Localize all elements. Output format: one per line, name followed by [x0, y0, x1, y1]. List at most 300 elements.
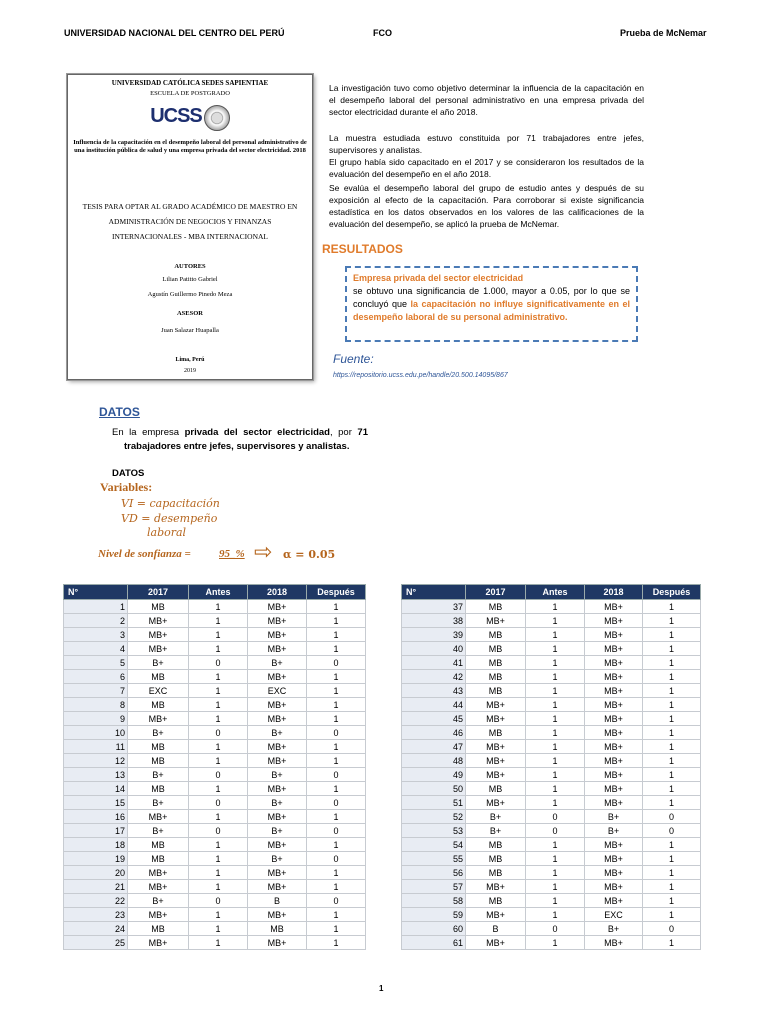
row-number-cell: 56	[402, 866, 466, 880]
despues-cell: 1	[307, 810, 366, 824]
table-row	[64, 796, 366, 810]
year-2018-cell: MB+	[585, 600, 643, 614]
despues-cell: 0	[307, 726, 366, 740]
antes-cell: 1	[526, 740, 585, 754]
table-row	[64, 614, 366, 628]
year-2017-cell: MB+	[466, 936, 526, 950]
paragraph-sample: La muestra estudiada estuvo constituida por 71 trabajadores entre jefes, supervisores y analistas.	[329, 133, 644, 155]
table-row	[64, 712, 366, 726]
despues-cell: 1	[307, 754, 366, 768]
source-link[interactable]: https://repositorio.ucss.edu.pe/handle/20.500.14095/867	[333, 372, 508, 379]
intro-line-1	[112, 426, 368, 440]
despues-cell: 1	[643, 838, 701, 852]
year-2017-cell: MB+	[128, 810, 189, 824]
table-row	[64, 726, 366, 740]
col-header-n: N°	[64, 585, 128, 600]
year-2018-cell: MB+	[248, 712, 307, 726]
despues-cell: 1	[643, 656, 701, 670]
despues-cell: 1	[307, 866, 366, 880]
antes-cell: 0	[189, 656, 248, 670]
year-2018-cell: MB+	[585, 838, 643, 852]
row-number-cell: 14	[64, 782, 128, 796]
despues-cell: 1	[307, 628, 366, 642]
table-row	[402, 768, 701, 782]
row-number-cell: 54	[402, 838, 466, 852]
year-2018-cell: MB+	[248, 614, 307, 628]
confidence-label: Nivel de sonfianza =	[98, 548, 191, 560]
despues-cell: 1	[307, 936, 366, 950]
table-row	[402, 866, 701, 880]
year-2017-cell: MB+	[466, 768, 526, 782]
antes-cell: 0	[189, 768, 248, 782]
despues-cell: 1	[643, 614, 701, 628]
year-2018-cell: MB+	[585, 782, 643, 796]
antes-cell: 1	[189, 712, 248, 726]
antes-cell: 0	[189, 894, 248, 908]
col-header-2017: 2017	[128, 585, 189, 600]
year-2017-cell: MB	[128, 740, 189, 754]
table-row	[64, 628, 366, 642]
table-row	[64, 642, 366, 656]
row-number-cell: 4	[64, 642, 128, 656]
year-2018-cell: MB+	[585, 726, 643, 740]
var-vd-line1: VD = desempeño	[121, 512, 218, 525]
year-2018-cell: MB+	[585, 768, 643, 782]
col-header-2018: 2018	[248, 585, 307, 600]
table-row	[402, 628, 701, 642]
year-2017-cell: MB+	[128, 880, 189, 894]
datos-intro	[112, 426, 368, 454]
year-2018-cell: MB+	[585, 614, 643, 628]
despues-cell: 1	[643, 866, 701, 880]
year-2018-cell: MB+	[248, 642, 307, 656]
row-number-cell: 40	[402, 642, 466, 656]
row-number-cell: 46	[402, 726, 466, 740]
year-2017-cell: MB+	[128, 642, 189, 656]
year-2017-cell: MB	[128, 600, 189, 614]
row-number-cell: 8	[64, 698, 128, 712]
antes-cell: 1	[526, 936, 585, 950]
despues-cell: 1	[643, 642, 701, 656]
row-number-cell: 20	[64, 866, 128, 880]
paragraph-training: El grupo había sido capacitado en el 2017 y se consideraron los resultados de la evaluación del desempeño en el año 2018.	[329, 157, 644, 179]
row-number-cell: 6	[64, 670, 128, 684]
antes-cell: 1	[189, 936, 248, 950]
year-2017-cell: MB	[128, 754, 189, 768]
table-row	[64, 824, 366, 838]
cover-year: 2019	[184, 368, 196, 374]
year-2017-cell: MB	[466, 726, 526, 740]
table-row	[64, 922, 366, 936]
despues-cell: 1	[643, 754, 701, 768]
year-2017-cell: MB+	[466, 796, 526, 810]
year-2018-cell: MB+	[585, 628, 643, 642]
var-vd-line2: laboral	[147, 526, 187, 539]
despues-cell: 1	[643, 670, 701, 684]
despues-cell: 1	[307, 600, 366, 614]
year-2018-cell: MB+	[248, 740, 307, 754]
year-2017-cell: MB+	[128, 628, 189, 642]
table-row	[402, 684, 701, 698]
table-row	[64, 670, 366, 684]
despues-cell: 1	[643, 852, 701, 866]
table-row	[402, 726, 701, 740]
antes-cell: 0	[526, 922, 585, 936]
logo-text: UCSS	[150, 105, 202, 127]
row-number-cell: 5	[64, 656, 128, 670]
row-number-cell: 50	[402, 782, 466, 796]
year-2017-cell: MB	[466, 866, 526, 880]
antes-cell: 0	[526, 824, 585, 838]
page-number: 1	[379, 984, 384, 993]
year-2017-cell: MB	[128, 852, 189, 866]
table-row	[64, 754, 366, 768]
antes-cell: 1	[526, 754, 585, 768]
year-2017-cell: EXC	[128, 684, 189, 698]
year-2018-cell: MB+	[585, 670, 643, 684]
row-number-cell: 21	[64, 880, 128, 894]
table-row	[402, 740, 701, 754]
confidence-value: 95_%	[219, 548, 245, 560]
year-2018-cell: MB+	[585, 754, 643, 768]
antes-cell: 1	[189, 642, 248, 656]
year-2018-cell: MB+	[248, 936, 307, 950]
despues-cell: 1	[643, 600, 701, 614]
cover-place: Lima, Perú	[175, 357, 205, 363]
paragraph-objective: La investigación tuvo como objetivo determinar la influencia de la capacitación en el desempeño laboral del personal administrativo en una empresa privada del sector electricidad durante el año 2018.	[329, 83, 644, 117]
despues-cell: 0	[307, 852, 366, 866]
year-2018-cell: MB+	[248, 908, 307, 922]
antes-cell: 1	[526, 838, 585, 852]
row-number-cell: 53	[402, 824, 466, 838]
despues-cell: 1	[643, 740, 701, 754]
row-number-cell: 9	[64, 712, 128, 726]
table-row	[402, 880, 701, 894]
year-2018-cell: B+	[248, 796, 307, 810]
antes-cell: 1	[526, 880, 585, 894]
table-row	[64, 866, 366, 880]
year-2018-cell: MB+	[248, 628, 307, 642]
year-2017-cell: MB	[466, 600, 526, 614]
despues-cell: 1	[307, 712, 366, 726]
row-number-cell: 12	[64, 754, 128, 768]
despues-cell: 1	[307, 670, 366, 684]
antes-cell: 1	[526, 866, 585, 880]
table-row	[402, 894, 701, 908]
year-2018-cell: MB+	[585, 894, 643, 908]
antes-cell: 1	[189, 740, 248, 754]
col-header-despues: Después	[307, 585, 366, 600]
despues-cell: 1	[643, 796, 701, 810]
antes-cell: 1	[526, 656, 585, 670]
header-topic: Prueba de McNemar	[620, 28, 707, 38]
results-conclusion: la capacitación no influye significativamente en el desempeño laboral de su personal administrativo.	[353, 299, 630, 322]
row-number-cell: 13	[64, 768, 128, 782]
table-row	[402, 754, 701, 768]
antes-cell: 1	[189, 754, 248, 768]
year-2017-cell: B+	[466, 824, 526, 838]
year-2018-cell: MB+	[248, 670, 307, 684]
antes-cell: 1	[526, 614, 585, 628]
year-2018-cell: MB+	[248, 866, 307, 880]
despues-cell: 1	[643, 894, 701, 908]
table-row	[402, 852, 701, 866]
alpha-value: α = 0.05	[283, 548, 336, 561]
year-2017-cell: MB	[466, 656, 526, 670]
despues-cell: 0	[643, 922, 701, 936]
antes-cell: 1	[526, 628, 585, 642]
row-number-cell: 60	[402, 922, 466, 936]
table-row	[64, 600, 366, 614]
despues-cell: 1	[307, 740, 366, 754]
row-number-cell: 3	[64, 628, 128, 642]
row-number-cell: 37	[402, 600, 466, 614]
year-2018-cell: MB+	[585, 740, 643, 754]
paragraph-evaluation: Se evalúa el desempeño laboral del grupo de estudio antes y después de su exposición al efecto de la capacitación. Para corroborar si existe significancia estadística en los datos observados en los valores de las calificaciones de la evaluación del desempeño, se aplicó la prueba de McNemar.	[329, 183, 644, 229]
antes-cell: 1	[189, 782, 248, 796]
despues-cell: 0	[307, 768, 366, 782]
antes-cell: 1	[189, 614, 248, 628]
year-2018-cell: MB+	[585, 698, 643, 712]
table-row	[64, 810, 366, 824]
year-2018-cell: B+	[585, 810, 643, 824]
antes-cell: 1	[526, 782, 585, 796]
year-2018-cell: B+	[248, 656, 307, 670]
thesis-cover-image	[67, 74, 313, 380]
year-2018-cell: MB+	[248, 880, 307, 894]
despues-cell: 1	[643, 880, 701, 894]
year-2018-cell: MB+	[585, 796, 643, 810]
despues-cell: 1	[307, 880, 366, 894]
antes-cell: 1	[526, 712, 585, 726]
year-2018-cell: MB+	[248, 600, 307, 614]
antes-cell: 1	[189, 810, 248, 824]
row-number-cell: 10	[64, 726, 128, 740]
cover-advisor: Juan Salazar Huapalla	[161, 327, 219, 334]
cover-title: Influencia de la capacitación en el desempeño laboral del personal administrativo de una institución pública de salud y una empresa privada del sector electricidad. 2018	[73, 139, 307, 154]
table-row	[402, 922, 701, 936]
despues-cell: 0	[307, 824, 366, 838]
year-2017-cell: B+	[128, 656, 189, 670]
table-row	[402, 908, 701, 922]
year-2017-cell: MB+	[128, 908, 189, 922]
cover-university: UNIVERSIDAD CATÓLICA SEDES SAPIENTIAE	[111, 79, 269, 87]
antes-cell: 1	[189, 852, 248, 866]
year-2017-cell: MB	[128, 670, 189, 684]
despues-cell: 1	[643, 768, 701, 782]
row-number-cell: 15	[64, 796, 128, 810]
year-2017-cell: MB+	[128, 712, 189, 726]
year-2018-cell: MB+	[585, 866, 643, 880]
year-2017-cell: MB+	[466, 614, 526, 628]
table-row	[402, 936, 701, 950]
antes-cell: 1	[189, 698, 248, 712]
table-row	[64, 880, 366, 894]
col-header-2017: 2017	[466, 585, 526, 600]
year-2017-cell: B	[466, 922, 526, 936]
table-row	[402, 698, 701, 712]
intro-mid: , por	[329, 427, 358, 438]
antes-cell: 1	[526, 642, 585, 656]
row-number-cell: 22	[64, 894, 128, 908]
row-number-cell: 38	[402, 614, 466, 628]
row-number-cell: 2	[64, 614, 128, 628]
table-row	[64, 698, 366, 712]
year-2018-cell: MB+	[585, 880, 643, 894]
year-2017-cell: MB	[466, 894, 526, 908]
antes-cell: 0	[189, 726, 248, 740]
despues-cell: 1	[643, 698, 701, 712]
despues-cell: 1	[307, 838, 366, 852]
despues-cell: 1	[307, 908, 366, 922]
year-2017-cell: MB+	[466, 698, 526, 712]
row-number-cell: 57	[402, 880, 466, 894]
cover-authors-label: AUTORES	[174, 263, 206, 270]
row-number-cell: 58	[402, 894, 466, 908]
table-header-row	[64, 585, 366, 600]
col-header-2018: 2018	[585, 585, 643, 600]
row-number-cell: 61	[402, 936, 466, 950]
year-2017-cell: MB	[466, 628, 526, 642]
row-number-cell: 11	[64, 740, 128, 754]
table-row	[64, 852, 366, 866]
var-vi: VI = capacitación	[121, 497, 220, 510]
despues-cell: 0	[307, 894, 366, 908]
year-2018-cell: EXC	[248, 684, 307, 698]
results-box-text	[353, 285, 630, 324]
antes-cell: 1	[189, 684, 248, 698]
year-2018-cell: B+	[248, 768, 307, 782]
antes-cell: 1	[526, 852, 585, 866]
antes-cell: 1	[526, 908, 585, 922]
row-number-cell: 59	[402, 908, 466, 922]
year-2017-cell: MB+	[466, 754, 526, 768]
table-row	[402, 838, 701, 852]
antes-cell: 0	[189, 824, 248, 838]
row-number-cell: 42	[402, 670, 466, 684]
despues-cell: 1	[307, 922, 366, 936]
cover-school: ESCUELA DE POSTGRADO	[150, 90, 230, 97]
row-number-cell: 23	[64, 908, 128, 922]
year-2017-cell: MB+	[466, 740, 526, 754]
table-row	[402, 810, 701, 824]
year-2017-cell: MB	[128, 922, 189, 936]
year-2018-cell: MB+	[585, 936, 643, 950]
year-2018-cell: B	[248, 894, 307, 908]
table-row	[64, 936, 366, 950]
row-number-cell: 44	[402, 698, 466, 712]
year-2017-cell: MB+	[128, 866, 189, 880]
antes-cell: 1	[189, 600, 248, 614]
seal-icon	[204, 105, 230, 131]
table-row	[402, 614, 701, 628]
table-row	[64, 740, 366, 754]
cover-author-1: Lilian Patitto Gabriel	[162, 276, 218, 283]
despues-cell: 0	[643, 824, 701, 838]
antes-cell: 1	[526, 670, 585, 684]
table-row	[402, 796, 701, 810]
row-number-cell: 55	[402, 852, 466, 866]
row-number-cell: 45	[402, 712, 466, 726]
col-header-despues: Después	[643, 585, 701, 600]
year-2017-cell: B+	[466, 810, 526, 824]
cover-degree: TESIS PARA OPTAR AL GRADO ACADÉMICO DE MAESTRO EN ADMINISTRACIÓN DE NEGOCIOS Y FINANZAS INTERNACIONALES - MBA INTERNACIONAL	[82, 202, 298, 241]
year-2018-cell: MB+	[585, 852, 643, 866]
despues-cell: 1	[307, 684, 366, 698]
table-row	[64, 656, 366, 670]
year-2017-cell: MB	[466, 852, 526, 866]
antes-cell: 0	[189, 796, 248, 810]
year-2017-cell: MB+	[128, 936, 189, 950]
row-number-cell: 18	[64, 838, 128, 852]
antes-cell: 1	[526, 600, 585, 614]
year-2017-cell: B+	[128, 726, 189, 740]
year-2018-cell: B+	[248, 726, 307, 740]
year-2017-cell: MB	[128, 698, 189, 712]
year-2017-cell: MB+	[466, 908, 526, 922]
col-header-antes: Antes	[526, 585, 585, 600]
antes-cell: 1	[526, 698, 585, 712]
year-2018-cell: MB+	[585, 712, 643, 726]
year-2017-cell: MB	[466, 838, 526, 852]
row-number-cell: 47	[402, 740, 466, 754]
antes-cell: 1	[189, 880, 248, 894]
year-2018-cell: MB+	[585, 684, 643, 698]
despues-cell: 1	[643, 908, 701, 922]
year-2018-cell: MB+	[248, 754, 307, 768]
row-number-cell: 25	[64, 936, 128, 950]
year-2018-cell: B+	[585, 922, 643, 936]
cover-advisor-label: ASESOR	[176, 310, 203, 317]
datos-heading: DATOS	[99, 405, 140, 419]
col-header-n: N°	[402, 585, 466, 600]
despues-cell: 1	[643, 628, 701, 642]
table-row	[64, 768, 366, 782]
header-course: FCO	[373, 28, 392, 38]
row-number-cell: 48	[402, 754, 466, 768]
arrow-right-icon: ⇨	[254, 539, 273, 564]
results-box	[345, 266, 638, 342]
antes-cell: 1	[526, 726, 585, 740]
table-row	[402, 782, 701, 796]
year-2018-cell: B+	[248, 824, 307, 838]
table-row	[64, 838, 366, 852]
year-2018-cell: MB+	[248, 838, 307, 852]
table-row	[402, 642, 701, 656]
year-2017-cell: B+	[128, 768, 189, 782]
fuente-label: Fuente:	[333, 352, 374, 366]
year-2018-cell: B+	[248, 852, 307, 866]
row-number-cell: 19	[64, 852, 128, 866]
intro-line-2: trabajadores entre jefes, supervisores y analistas.	[124, 441, 350, 452]
table-row	[402, 656, 701, 670]
year-2018-cell: MB	[248, 922, 307, 936]
year-2017-cell: B+	[128, 824, 189, 838]
year-2017-cell: MB	[466, 684, 526, 698]
intro-bold: privada del sector electricidad	[184, 427, 330, 438]
row-number-cell: 17	[64, 824, 128, 838]
year-2017-cell: MB	[128, 838, 189, 852]
year-2017-cell: MB	[128, 782, 189, 796]
antes-cell: 0	[526, 810, 585, 824]
datos-subheading: DATOS	[112, 468, 145, 479]
antes-cell: 1	[526, 894, 585, 908]
antes-cell: 1	[189, 922, 248, 936]
row-number-cell: 43	[402, 684, 466, 698]
row-number-cell: 52	[402, 810, 466, 824]
despues-cell: 0	[643, 810, 701, 824]
table-row	[64, 908, 366, 922]
